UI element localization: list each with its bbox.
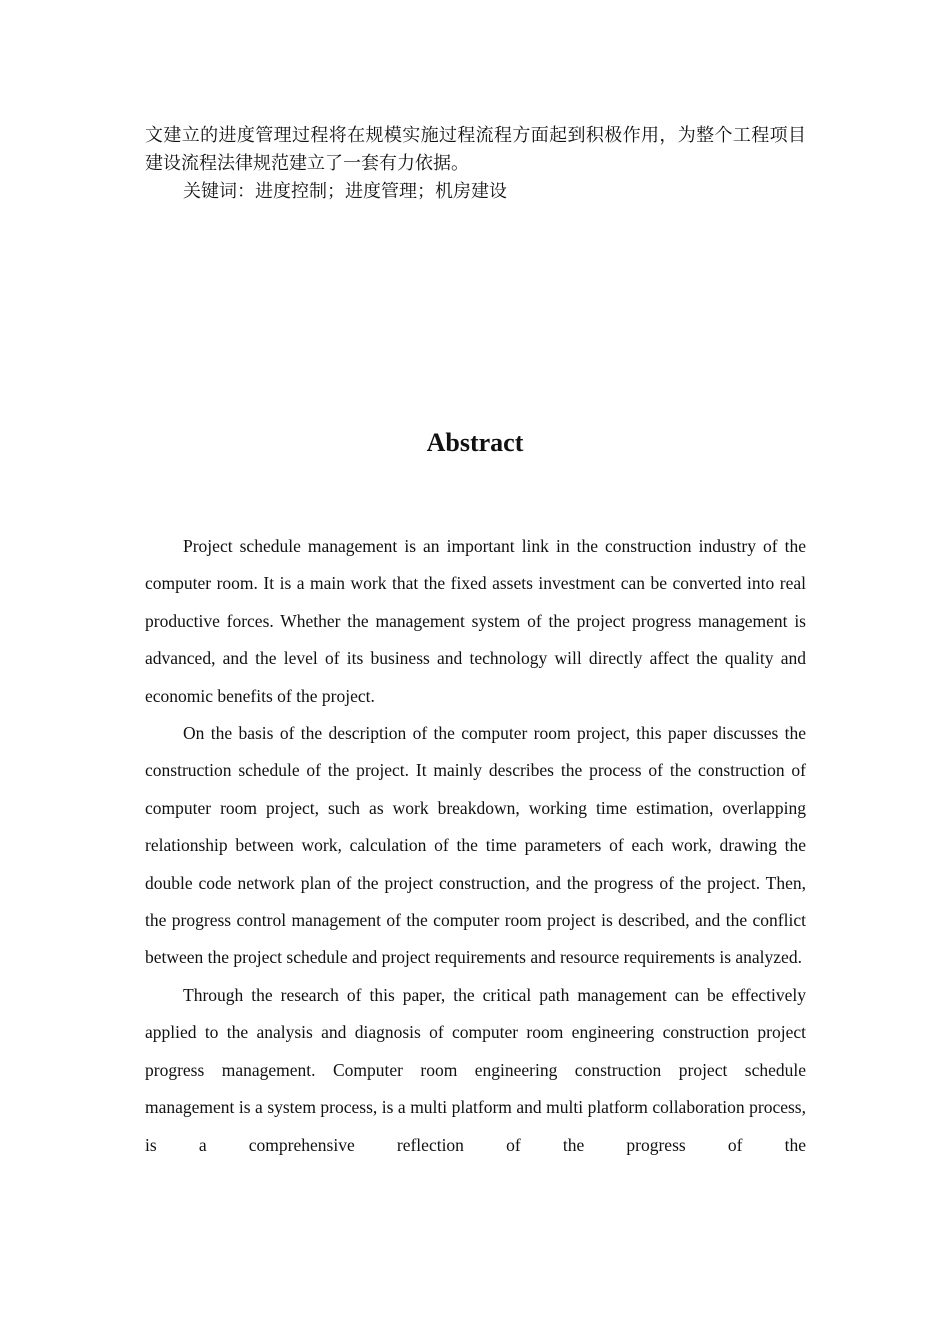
abstract-heading: Abstract — [426, 428, 524, 457]
abstract-body — [145, 528, 806, 1164]
chinese-keywords: 关键词：进度控制；进度管理；机房建设 — [183, 181, 507, 201]
abstract-paragraph-2: On the basis of the description of the computer room project, this paper discusses the construction schedule of the project. It mainly describes the process of the construction of computer room project, such as work breakdown, working time estimation, overlapping relationship between work, calculation of the time parameters of each work, drawing the double code network plan of the project construction, and the progress of the project. Then, the progress control management of the computer room project is described, and the conflict between the project schedule and project requirements and resource requirements is analyzed. — [145, 723, 806, 968]
abstract-paragraph-3: Through the research of this paper, the critical path management can be effectively applied to the analysis and diagnosis of computer room engineering construction project progress management. Computer room engineering construction project schedule management is a system process, is a multi platform and multi platform collaboration process, is a comprehensive reflection of the progress of the — [145, 984, 806, 1155]
chinese-continuation-text: 文建立的进度管理过程将在规模实施过程流程方面起到积极作用，为整个工程项目建设流程法律规范建立了一套有力依据。 — [145, 125, 806, 173]
abstract-paragraph-1: Project schedule management is an important link in the construction industry of the computer room. It is a main work that the fixed assets investment can be converted into real productive forces. Whether the management system of the project progress management is advanced, and the level of its business and technology will directly affect the quality and economic benefits of the project. — [145, 536, 806, 706]
chinese-abstract-tail — [145, 121, 806, 205]
